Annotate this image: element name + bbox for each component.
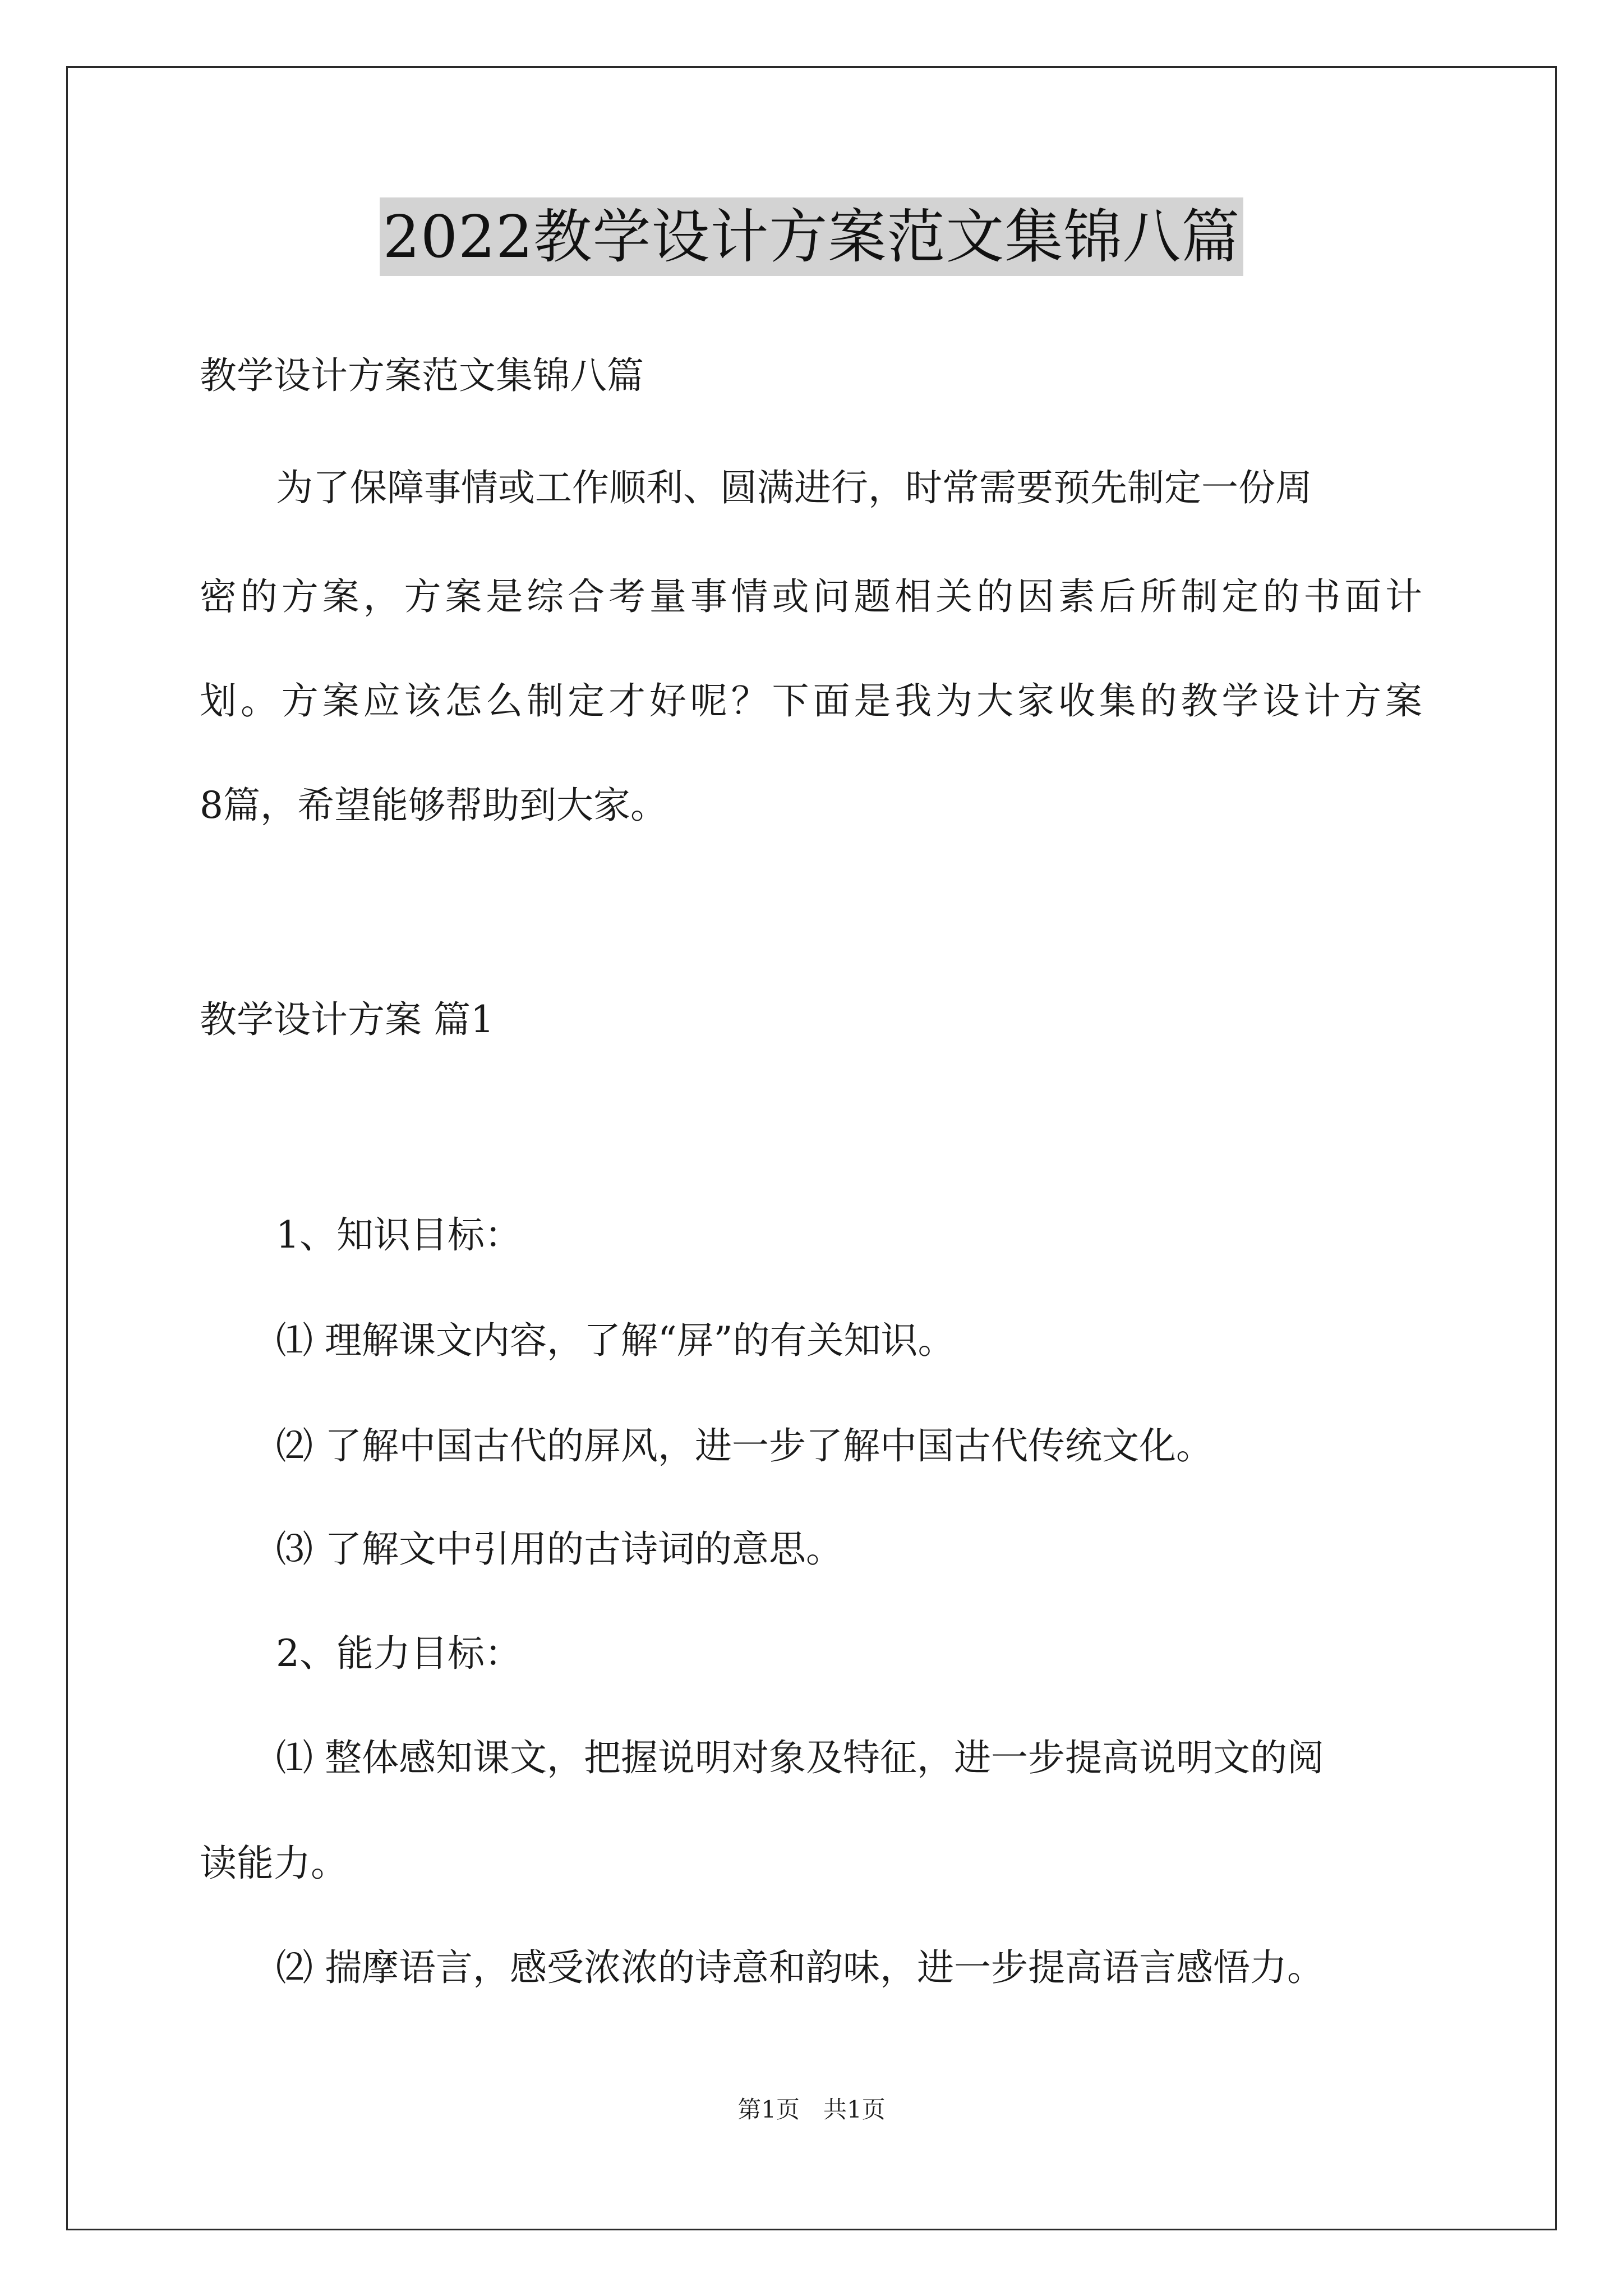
intro-line-4: 8篇，希望能够帮助到大家。	[200, 784, 667, 827]
list-item: ⑴ 整体感知课文，把握说明对象及特征，进一步提高说明文的阅	[276, 1736, 1324, 1779]
document-subtitle: 教学设计方案范文集锦八篇	[200, 354, 644, 397]
list-item-continuation: 读能力。	[200, 1842, 348, 1885]
list-item-knowledge-goal: 1、知识目标：	[276, 1213, 522, 1257]
list-item: ⑴ 理解课文内容，了解“屏”的有关知识。	[276, 1319, 955, 1362]
section-heading: 教学设计方案 篇1	[200, 998, 494, 1041]
title-container	[0, 197, 1623, 276]
list-item: ⑶ 了解文中引用的古诗词的意思。	[276, 1527, 843, 1571]
document-title: 2022教学设计方案范文集锦八篇	[380, 197, 1244, 276]
intro-line-2: 密的方案，方案是综合考量事情或问题相关的因素后所制定的书面计	[200, 575, 1422, 618]
list-item: ⑵ 了解中国古代的屏风，进一步了解中国古代传统文化。	[276, 1424, 1213, 1467]
list-item-ability-goal: 2、能力目标：	[276, 1632, 522, 1675]
page-footer: 第1页 共1页	[737, 2096, 886, 2123]
intro-line-3: 划。方案应该怎么制定才好呢？下面是我为大家收集的教学设计方案	[200, 679, 1422, 723]
intro-line-1: 为了保障事情或工作顺利、圆满进行，时常需要预先制定一份周	[276, 466, 1312, 509]
list-item: ⑵ 揣摩语言，感受浓浓的诗意和韵味，进一步提高语言感悟力。	[276, 1946, 1324, 1989]
